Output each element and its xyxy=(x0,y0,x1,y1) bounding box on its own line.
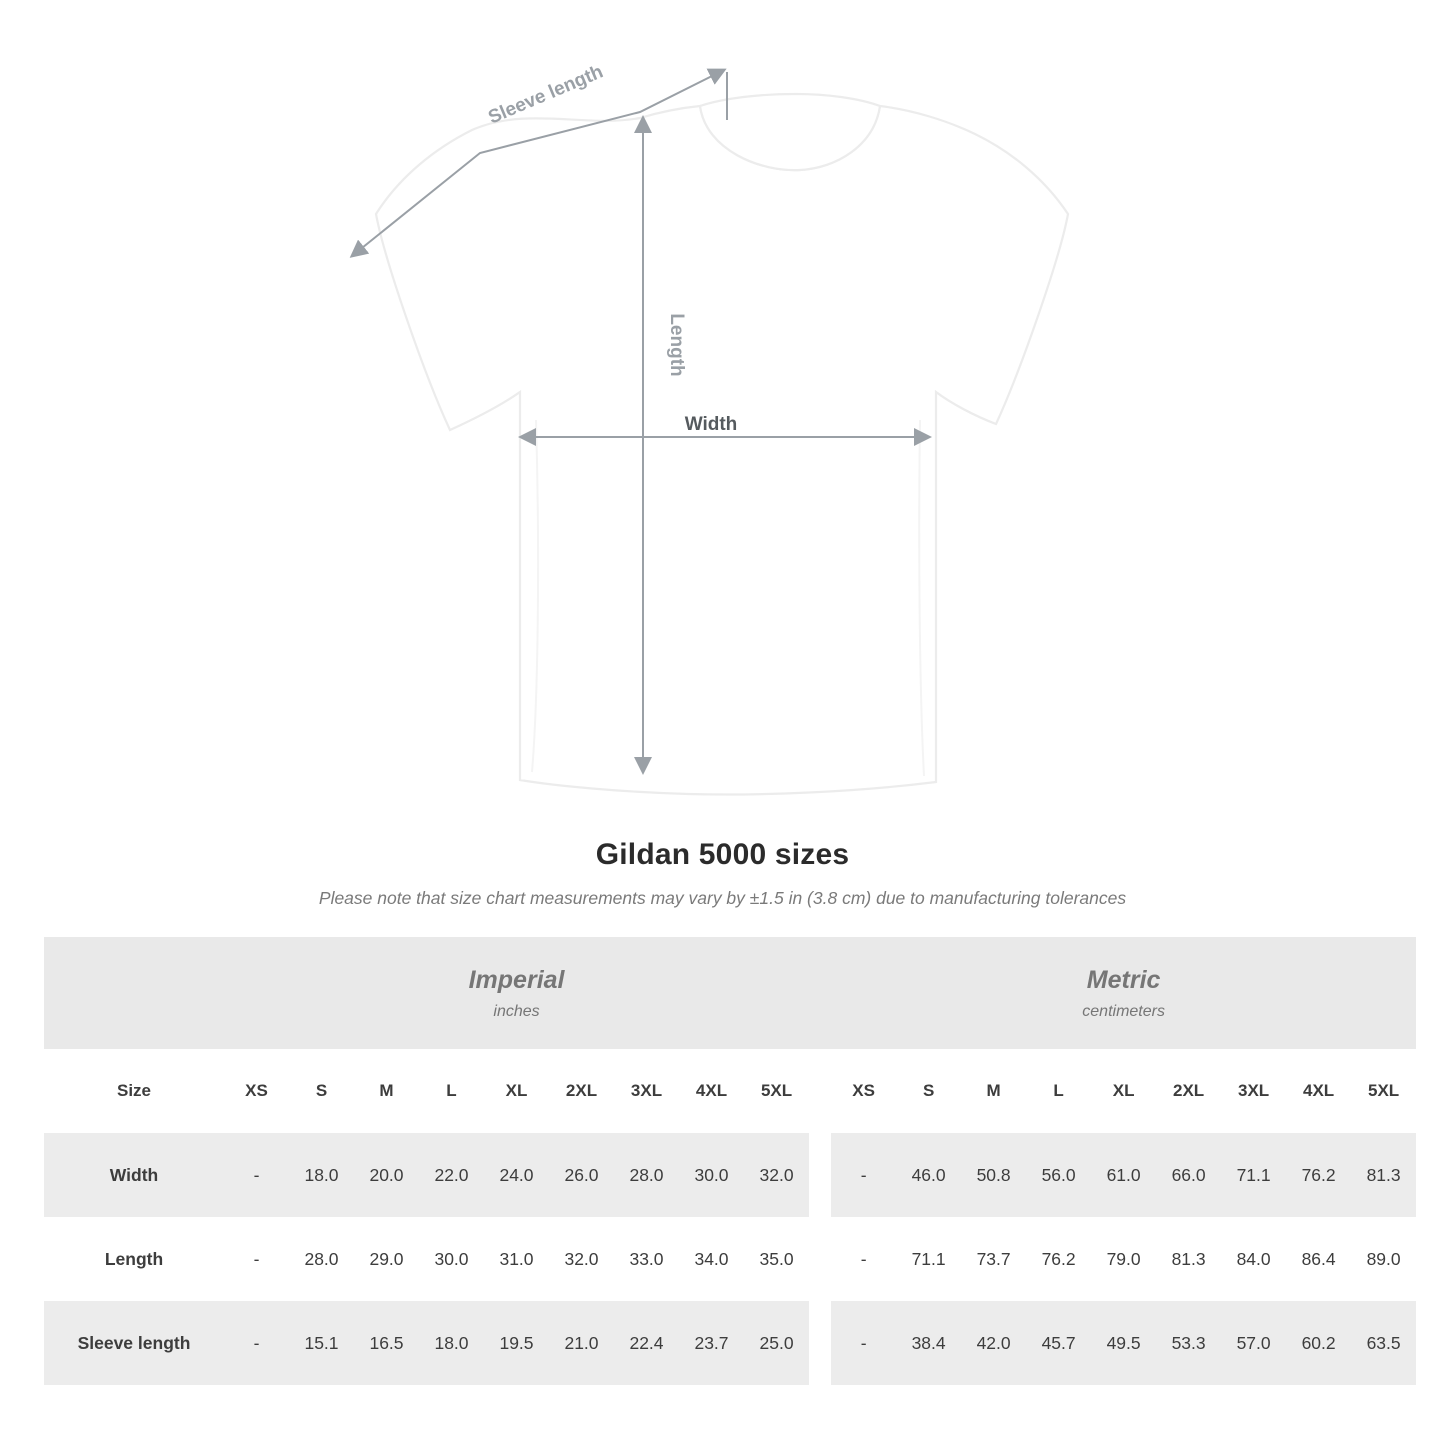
tolerance-note: Please note that size chart measurements may vary by ±1.5 in (3.8 cm) due to manufacturing tolerances xyxy=(318,888,1127,908)
column-gap xyxy=(809,1217,831,1301)
unit-header-gap xyxy=(809,937,831,1049)
cell-length-imperial-m: 29.0 xyxy=(354,1217,419,1301)
cell-length-metric-xl: 79.0 xyxy=(1091,1217,1156,1301)
cell-width-imperial-xl: 24.0 xyxy=(484,1133,549,1217)
header-size-metric-3xl: 3XL xyxy=(1221,1049,1286,1133)
cell-length-metric-4xl: 86.4 xyxy=(1286,1217,1351,1301)
header-size-imperial-2xl: 2XL xyxy=(549,1049,614,1133)
cell-sleeve-imperial-s: 15.1 xyxy=(289,1301,354,1385)
cell-width-metric-4xl: 76.2 xyxy=(1286,1133,1351,1217)
cell-length-imperial-s: 28.0 xyxy=(289,1217,354,1301)
cell-width-imperial-xs: - xyxy=(224,1133,289,1217)
cell-width-imperial-l: 22.0 xyxy=(419,1133,484,1217)
cell-width-imperial-m: 20.0 xyxy=(354,1133,419,1217)
cell-length-metric-s: 71.1 xyxy=(896,1217,961,1301)
column-gap xyxy=(809,1301,831,1385)
cell-sleeve-metric-xs: - xyxy=(831,1301,896,1385)
cell-sleeve-metric-4xl: 60.2 xyxy=(1286,1301,1351,1385)
cell-length-metric-xs: - xyxy=(831,1217,896,1301)
header-size-metric-xl: XL xyxy=(1091,1049,1156,1133)
size-table xyxy=(44,937,1416,1385)
cell-sleeve-metric-5xl: 63.5 xyxy=(1351,1301,1416,1385)
cell-sleeve-metric-2xl: 53.3 xyxy=(1156,1301,1221,1385)
unit-name-metric: Metric xyxy=(1086,966,1161,995)
cell-width-imperial-3xl: 28.0 xyxy=(614,1133,679,1217)
table-row xyxy=(44,1133,1416,1217)
cell-width-imperial-4xl: 30.0 xyxy=(679,1133,744,1217)
cell-length-metric-m: 73.7 xyxy=(961,1217,1026,1301)
header-size-metric-m: M xyxy=(961,1049,1026,1133)
cell-length-imperial-2xl: 32.0 xyxy=(549,1217,614,1301)
size-header-row xyxy=(44,1049,1416,1133)
cell-width-metric-l: 56.0 xyxy=(1026,1133,1091,1217)
header-size-metric-2xl: 2XL xyxy=(1156,1049,1221,1133)
cell-length-imperial-xs: - xyxy=(224,1217,289,1301)
table-row xyxy=(44,1217,1416,1301)
header-size-metric-l: L xyxy=(1026,1049,1091,1133)
cell-length-imperial-l: 30.0 xyxy=(419,1217,484,1301)
unit-sub-imperial: inches xyxy=(493,1002,540,1020)
size-table-wrapper xyxy=(44,937,1401,1385)
header-size-metric-xs: XS xyxy=(831,1049,896,1133)
header-size-imperial-s: S xyxy=(289,1049,354,1133)
unit-header-metric xyxy=(831,937,1416,1049)
cell-width-metric-xl: 61.0 xyxy=(1091,1133,1156,1217)
cell-sleeve-imperial-4xl: 23.7 xyxy=(679,1301,744,1385)
cell-sleeve-imperial-xs: - xyxy=(224,1301,289,1385)
cell-length-imperial-5xl: 35.0 xyxy=(744,1217,809,1301)
unit-header-row xyxy=(44,937,1416,1049)
cell-width-imperial-2xl: 26.0 xyxy=(549,1133,614,1217)
cell-sleeve-metric-xl: 49.5 xyxy=(1091,1301,1156,1385)
cell-sleeve-metric-l: 45.7 xyxy=(1026,1301,1091,1385)
cell-length-metric-5xl: 89.0 xyxy=(1351,1217,1416,1301)
cell-sleeve-imperial-3xl: 22.4 xyxy=(614,1301,679,1385)
unit-header-spacer xyxy=(44,937,224,1049)
cell-length-metric-3xl: 84.0 xyxy=(1221,1217,1286,1301)
cell-sleeve-imperial-2xl: 21.0 xyxy=(549,1301,614,1385)
cell-sleeve-metric-3xl: 57.0 xyxy=(1221,1301,1286,1385)
cell-sleeve-imperial-m: 16.5 xyxy=(354,1301,419,1385)
chart-title-block xyxy=(0,838,1445,909)
column-gap xyxy=(809,1049,831,1133)
row-label-width: Width xyxy=(44,1133,224,1217)
header-size-imperial-5xl: 5XL xyxy=(744,1049,809,1133)
cell-width-metric-xs: - xyxy=(831,1133,896,1217)
row-label-length: Length xyxy=(44,1217,224,1301)
header-size-imperial-l: L xyxy=(419,1049,484,1133)
cell-width-metric-s: 46.0 xyxy=(896,1133,961,1217)
cell-length-imperial-4xl: 34.0 xyxy=(679,1217,744,1301)
header-size-imperial-3xl: 3XL xyxy=(614,1049,679,1133)
length-label: Length xyxy=(666,313,687,377)
column-gap xyxy=(809,1133,831,1217)
header-size-metric-5xl: 5XL xyxy=(1351,1049,1416,1133)
row-label-sleeve-length: Sleeve length xyxy=(44,1301,224,1385)
header-size-imperial-xl: XL xyxy=(484,1049,549,1133)
table-row xyxy=(44,1301,1416,1385)
cell-length-metric-l: 76.2 xyxy=(1026,1217,1091,1301)
cell-length-imperial-3xl: 33.0 xyxy=(614,1217,679,1301)
cell-width-metric-2xl: 66.0 xyxy=(1156,1133,1221,1217)
header-size-imperial-xs: XS xyxy=(224,1049,289,1133)
cell-width-metric-3xl: 71.1 xyxy=(1221,1133,1286,1217)
tshirt-graphic xyxy=(376,94,1068,795)
cell-width-metric-m: 50.8 xyxy=(961,1133,1026,1217)
cell-sleeve-imperial-xl: 19.5 xyxy=(484,1301,549,1385)
sleeve-length-label: Sleeve length xyxy=(485,61,607,129)
header-size-metric-4xl: 4XL xyxy=(1286,1049,1351,1133)
unit-sub-metric: centimeters xyxy=(1082,1002,1165,1020)
unit-header-imperial xyxy=(224,937,809,1049)
cell-width-metric-5xl: 81.3 xyxy=(1351,1133,1416,1217)
cell-sleeve-imperial-l: 18.0 xyxy=(419,1301,484,1385)
header-size-label: Size xyxy=(44,1049,224,1133)
cell-sleeve-imperial-5xl: 25.0 xyxy=(744,1301,809,1385)
cell-width-imperial-5xl: 32.0 xyxy=(744,1133,809,1217)
cell-sleeve-metric-s: 38.4 xyxy=(896,1301,961,1385)
width-label: Width xyxy=(684,414,738,435)
cell-length-metric-2xl: 81.3 xyxy=(1156,1217,1221,1301)
header-size-metric-s: S xyxy=(896,1049,961,1133)
unit-name-imperial: Imperial xyxy=(468,966,565,995)
page-title: Gildan 5000 sizes xyxy=(595,838,850,871)
cell-width-imperial-s: 18.0 xyxy=(289,1133,354,1217)
cell-sleeve-metric-m: 42.0 xyxy=(961,1301,1026,1385)
cell-length-imperial-xl: 31.0 xyxy=(484,1217,549,1301)
header-size-imperial-4xl: 4XL xyxy=(679,1049,744,1133)
header-size-imperial-m: M xyxy=(354,1049,419,1133)
